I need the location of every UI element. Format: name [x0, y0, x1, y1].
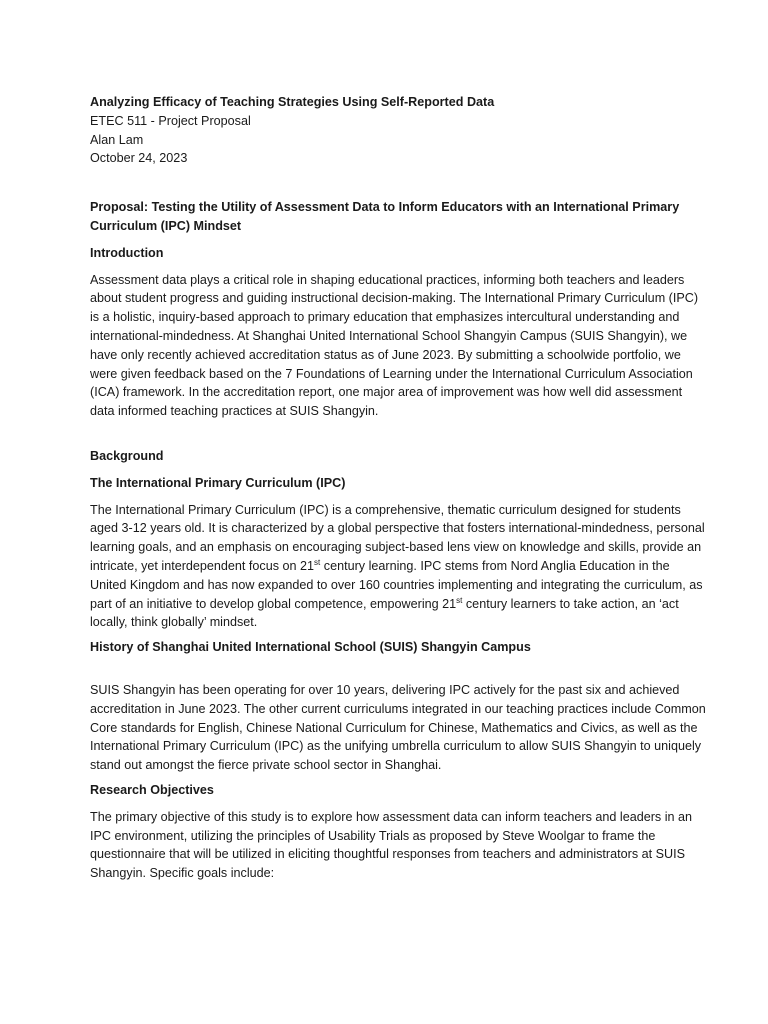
ipc-paragraph	[90, 501, 708, 633]
ipc-superscript-2: st	[456, 595, 463, 605]
ipc-text-2: century learning. IPC stems from Nord Anglia Education in the United Kingdom and has now expanded to over 160 countries implementing and integrating the curriculum, as part of an initiative to develop global competence, empowering 21	[90, 558, 703, 611]
history-heading: History of Shanghai United International School (SUIS) Shangyin Campus	[90, 640, 531, 655]
introduction-paragraph: Assessment data plays a critical role in shaping educational practices, informing both teachers and leaders about student progress and guiding instructional decision-making. The International Primary Curriculum (IPC) is a holistic, inquiry-based approach to primary education that emphasizes intercultural understanding and international-mindedness. At Shanghai United International School Shangyin Campus (SUIS Shangyin), we have only recently achieved accreditation status as of June 2023. By submitting a schoolwide portfolio, we were given feedback based on the 7 Foundations of Learning under the International Curriculum Association (ICA) framework. In the accreditation report, one major area of improvement was how well did assessment data informed teaching practices at SUIS Shangyin.	[90, 272, 699, 419]
background-heading: Background	[90, 448, 164, 463]
ipc-heading: The International Primary Curriculum (IPC)	[90, 475, 346, 490]
document-header	[90, 93, 708, 168]
document-title: Analyzing Efficacy of Teaching Strategies Using Self-Reported Data	[90, 95, 495, 109]
document-date: October 24, 2023	[90, 151, 188, 166]
ipc-text-1: The International Primary Curriculum (IPC) is a comprehensive, thematic curriculum designed for students aged 3-12 years old. It is characterized by a global perspective that fosters international-mindedness, personal learning goals, and an emphasis on encouraging subject-based lens view on knowledge and skills, provide an intricate, yet interdependent focus on 21	[90, 502, 705, 573]
research-objectives-heading: Research Objectives	[90, 782, 214, 797]
ipc-text-3: century learners to take action, an ‘act locally, think globally’ mindset.	[90, 596, 679, 630]
history-paragraph: SUIS Shangyin has been operating for over 10 years, delivering IPC actively for the past six and achieved accreditation in June 2023. The other current curriculums integrated in our teaching practices include Common Core standards for English, Chinese National Curriculum for Chinese, Mathematics and Civics, as well as the International Primary Curriculum (IPC) as the unifying umbrella curriculum to allow SUIS Shangyin to uniquely stand out amongst the fierce private school sector in Shanghai.	[90, 682, 706, 773]
author-name: Alan Lam	[90, 132, 144, 147]
proposal-title: Proposal: Testing the Utility of Assessment Data to Inform Educators with an International Primary Curriculum (IPC) Mindset	[90, 200, 680, 233]
course-line: ETEC 511 - Project Proposal	[90, 113, 251, 128]
introduction-heading: Introduction	[90, 245, 164, 260]
research-objectives-paragraph: The primary objective of this study is to explore how assessment data can inform teachers and leaders in an IPC environment, utilizing the principles of Usability Trials as proposed by Steve Woolgar to frame the questionnaire that will be utilized in eliciting thoughtful responses from teachers and administrators at SUIS Shangyin. Specific goals include:	[90, 809, 693, 881]
ipc-superscript-1: st	[314, 557, 321, 567]
